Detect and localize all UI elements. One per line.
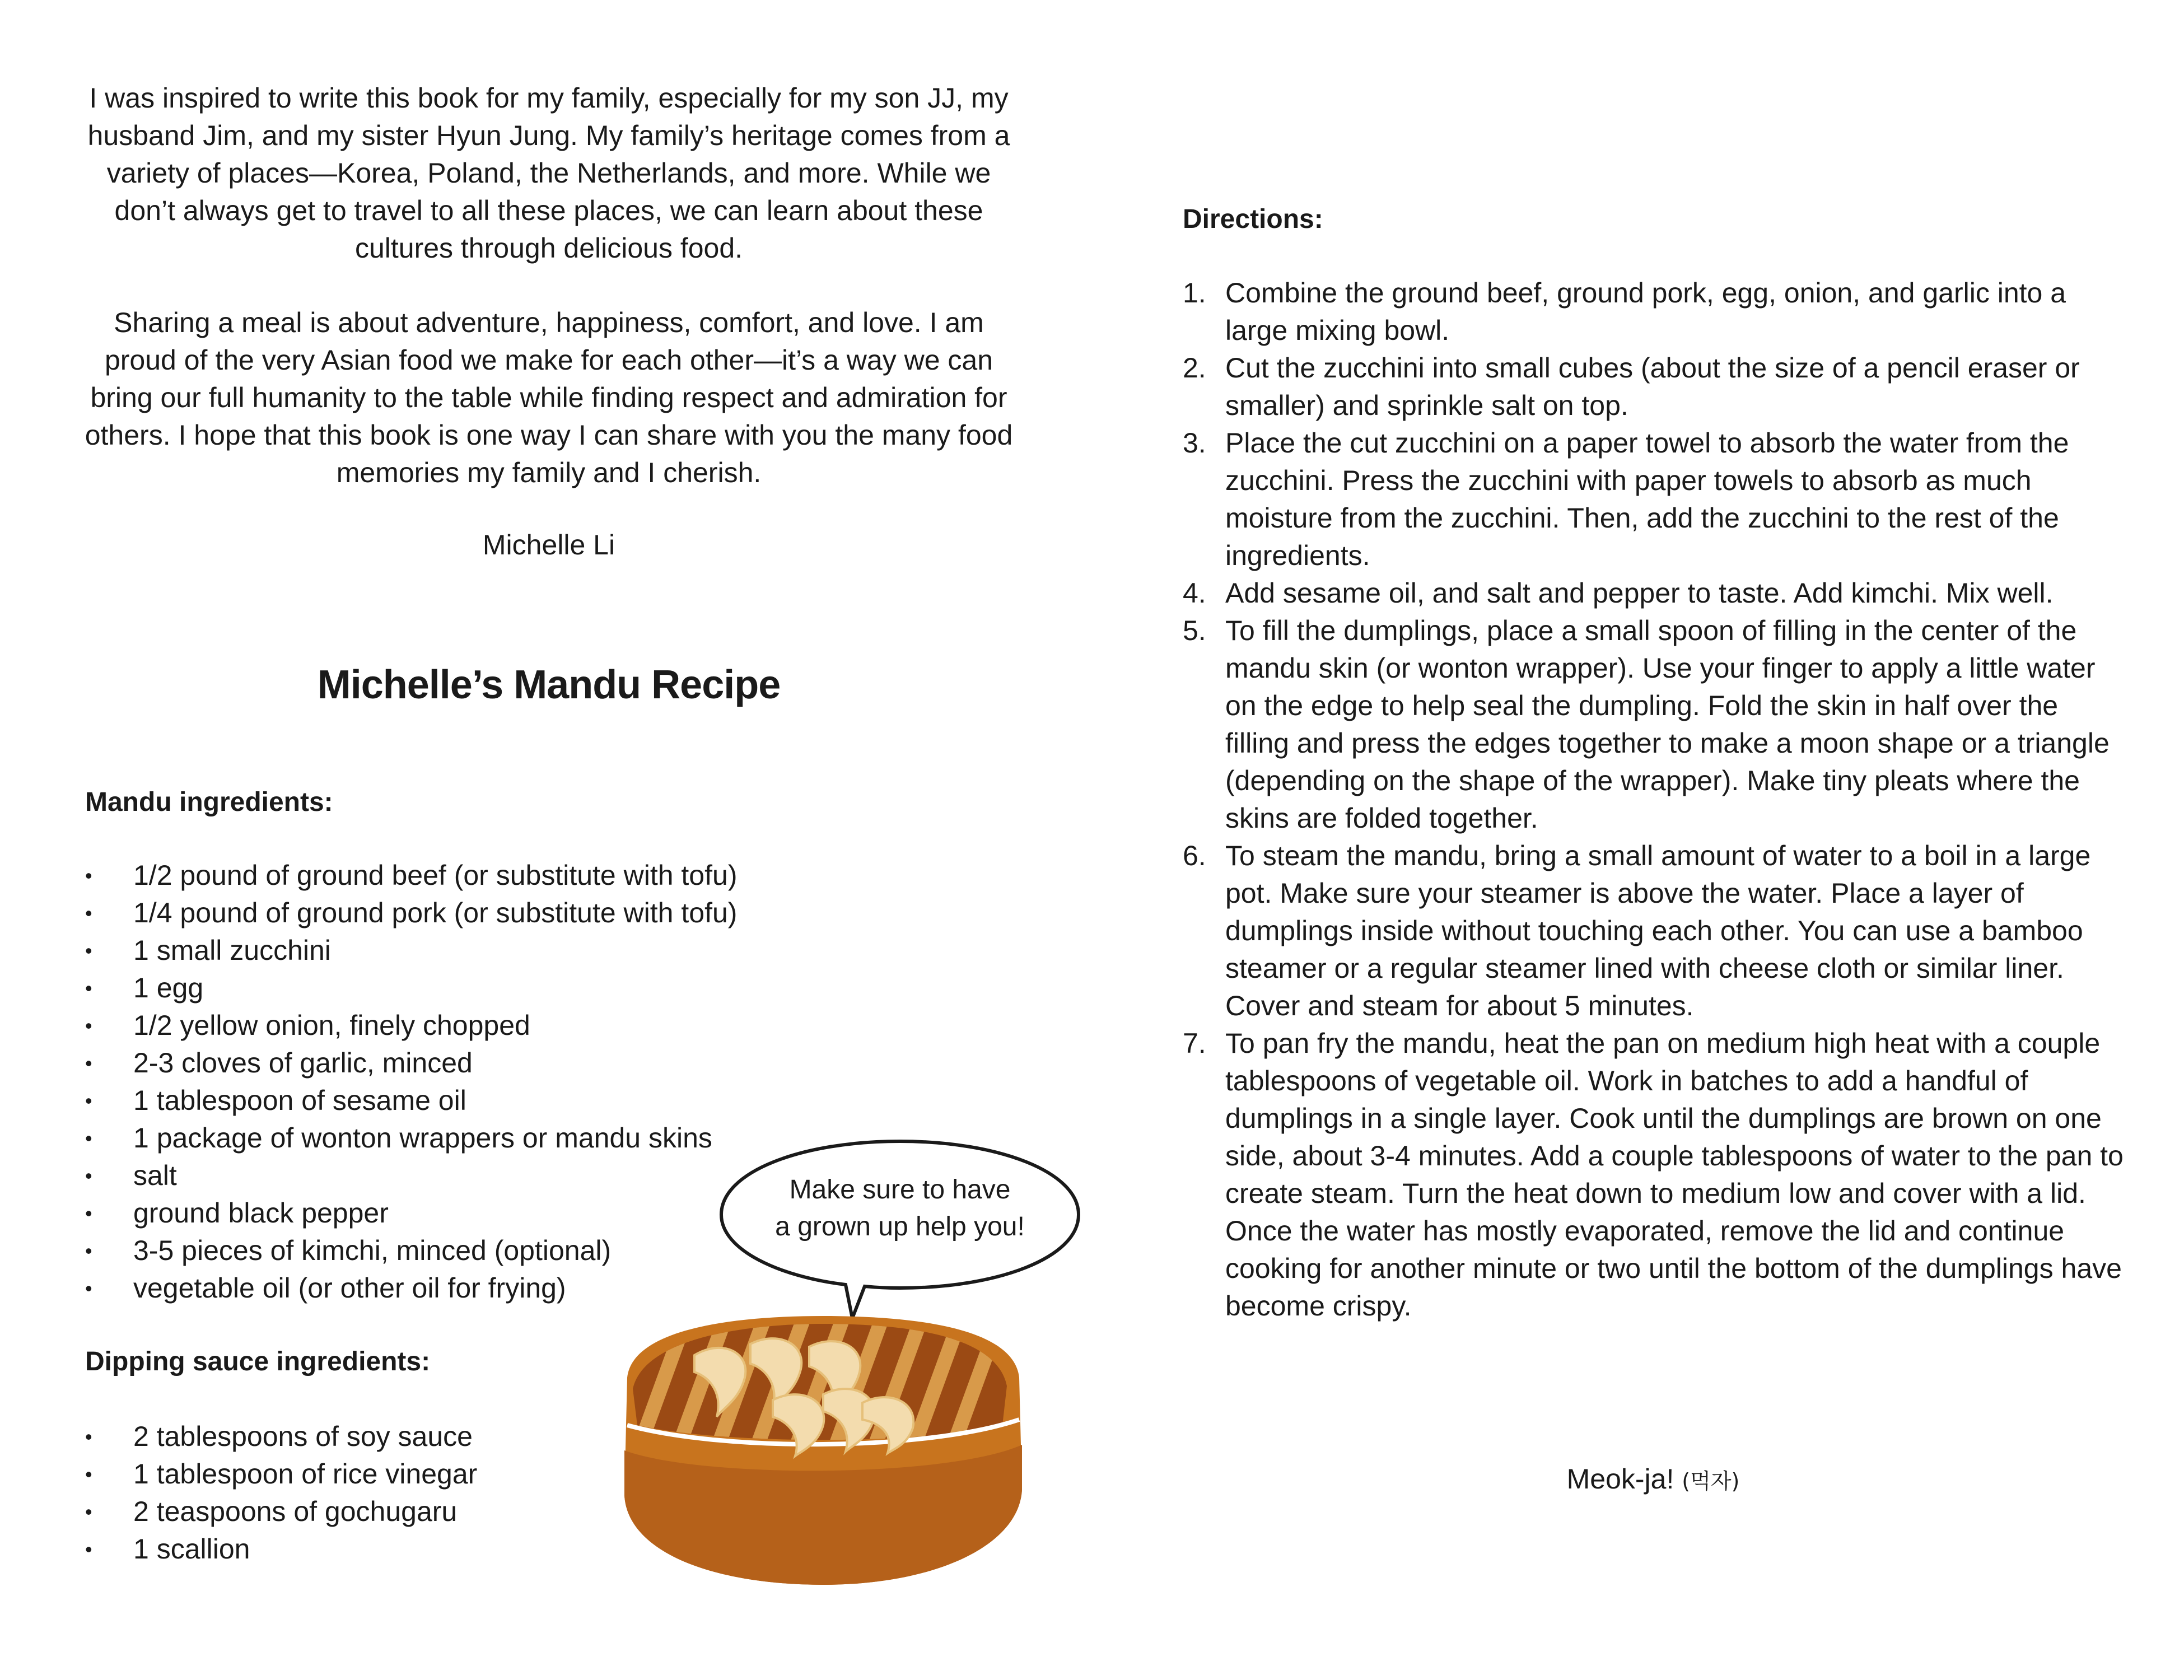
step-text: Add sesame oil, and salt and pepper to taste. Add kimchi. Mix well.	[1225, 577, 2054, 609]
mandu-ingredients-heading: Mandu ingredients:	[85, 787, 333, 817]
sauce-ingredients-list	[85, 1418, 477, 1568]
list-item: • 2 tablespoons of soy sauce	[85, 1418, 477, 1455]
author-signature: Michelle Li	[482, 529, 615, 561]
list-item	[1183, 349, 2124, 424]
directions-list	[1183, 274, 2124, 1325]
list-item: • 1 scallion	[85, 1530, 477, 1568]
bubble-line-2: a grown up help you!	[775, 1212, 1025, 1242]
recipe-title: Michelle’s Mandu Recipe	[317, 662, 781, 707]
list-item: • 1 tablespoon of rice vinegar	[85, 1455, 477, 1493]
step-number: 2.	[1183, 352, 1206, 384]
list-item: • 2 teaspoons of gochugaru	[85, 1493, 477, 1530]
list-item	[1183, 274, 2124, 349]
list-item: • 1 small zucchini	[85, 932, 737, 969]
step-number: 4.	[1183, 577, 1206, 609]
list-item	[1183, 612, 2124, 837]
list-item: • 2-3 cloves of garlic, minced	[85, 1044, 737, 1082]
list-item: • 1/2 pound of ground beef (or substitute with tofu)	[85, 857, 737, 894]
list-item	[1183, 837, 2124, 1025]
list-item: • 1/2 yellow onion, finely chopped	[85, 1007, 737, 1044]
step-number: 6.	[1183, 840, 1206, 871]
list-item: • 1 tablespoon of sesame oil	[85, 1082, 737, 1119]
bamboo-steamer-illustration	[610, 1305, 1036, 1596]
step-text: To fill the dumplings, place a small spoon of filling in the center of the mandu skin (or wonton wrapper). Use your finger to apply a little water on the edge to help seal the dumpling. Fold the skin in half over the filling and press the edges together to make a moon shape or a triangle (depending on the shape of the wrapper). Make tiny pleats where the skins are folded together.	[1225, 615, 2110, 834]
list-item	[1183, 575, 2124, 612]
step-number: 3.	[1183, 427, 1206, 459]
list-item: • 1/4 pound of ground pork (or substitute with tofu)	[85, 894, 737, 932]
list-item	[1183, 1025, 2124, 1325]
step-number: 5.	[1183, 615, 1206, 646]
closing-korean: (먹자)	[1682, 1469, 1740, 1494]
list-item: • 1 package of wonton wrappers or mandu skins	[85, 1119, 737, 1157]
closing-romanized: Meok-ja!	[1566, 1463, 1674, 1495]
list-item: • ground black pepper	[85, 1194, 737, 1232]
list-item: • 1 egg	[85, 969, 737, 1007]
intro-text	[78, 80, 1019, 492]
step-number: 7.	[1183, 1028, 1206, 1059]
intro-paragraph-2: Sharing a meal is about adventure, happiness, comfort, and love. I am proud of the very Asian food we make for each other—it’s a way we can bring our full humanity to the table while finding respect and admiration for others. I hope that this book is one way I can share with you the many food memories my family and I cherish.	[85, 307, 1013, 488]
step-text: To pan fry the mandu, heat the pan on medium high heat with a couple tablespoons of vegetable oil. Work in batches to add a handful of dumplings in a single layer. Cook until the dumplings are brown on one side, about 3-4 minutes. Add a couple tablespoons of water to the pan to create steam. Turn the heat down to medium low and cover with a lid. Once the water has mostly evaporated, remove the lid and continue cooking for another minute or two until the bottom of the dumplings have become crispy.	[1225, 1028, 2124, 1322]
list-item: • salt	[85, 1157, 737, 1194]
step-text: Cut the zucchini into small cubes (about the size of a pencil eraser or smaller) and sprinkle salt on top.	[1225, 352, 2080, 421]
list-item: • 3-5 pieces of kimchi, minced (optional)	[85, 1232, 737, 1270]
bubble-line-1: Make sure to have	[789, 1175, 1011, 1205]
list-item	[1183, 424, 2124, 575]
sauce-ingredients-heading: Dipping sauce ingredients:	[85, 1347, 431, 1376]
directions-heading: Directions:	[1183, 204, 1323, 234]
step-number: 1.	[1183, 277, 1206, 309]
step-text: Place the cut zucchini on a paper towel to absorb the water from the zucchini. Press the zucchini with paper towels to absorb as much moisture from the zucchini. Then, add the zucchini to the rest of the ingredients.	[1225, 427, 2069, 571]
step-text: Combine the ground beef, ground pork, egg, onion, and garlic into a large mixing bowl.	[1225, 277, 2066, 346]
closing-text	[1183, 1463, 2124, 1495]
speech-bubble-text	[718, 1172, 1082, 1245]
step-text: To steam the mandu, bring a small amount of water to a boil in a large pot. Make sure your steamer is above the water. Place a layer of dumplings inside without touching each other. You can use a bamboo steamer or a regular steamer lined with cheese cloth or similar liner. Cover and steam for about 5 minutes.	[1225, 840, 2091, 1021]
intro-paragraph-1: I was inspired to write this book for my family, especially for my son JJ, my husband Jim, and my sister Hyun Jung. My family’s heritage comes from a variety of places—Korea, Poland, the Netherlands, and more. While we don’t always get to travel to all these places, we can learn about these cultures through delicious food.	[87, 82, 1010, 264]
list-item: • vegetable oil (or other oil for frying)	[85, 1270, 737, 1307]
mandu-ingredients-list	[85, 857, 737, 1307]
